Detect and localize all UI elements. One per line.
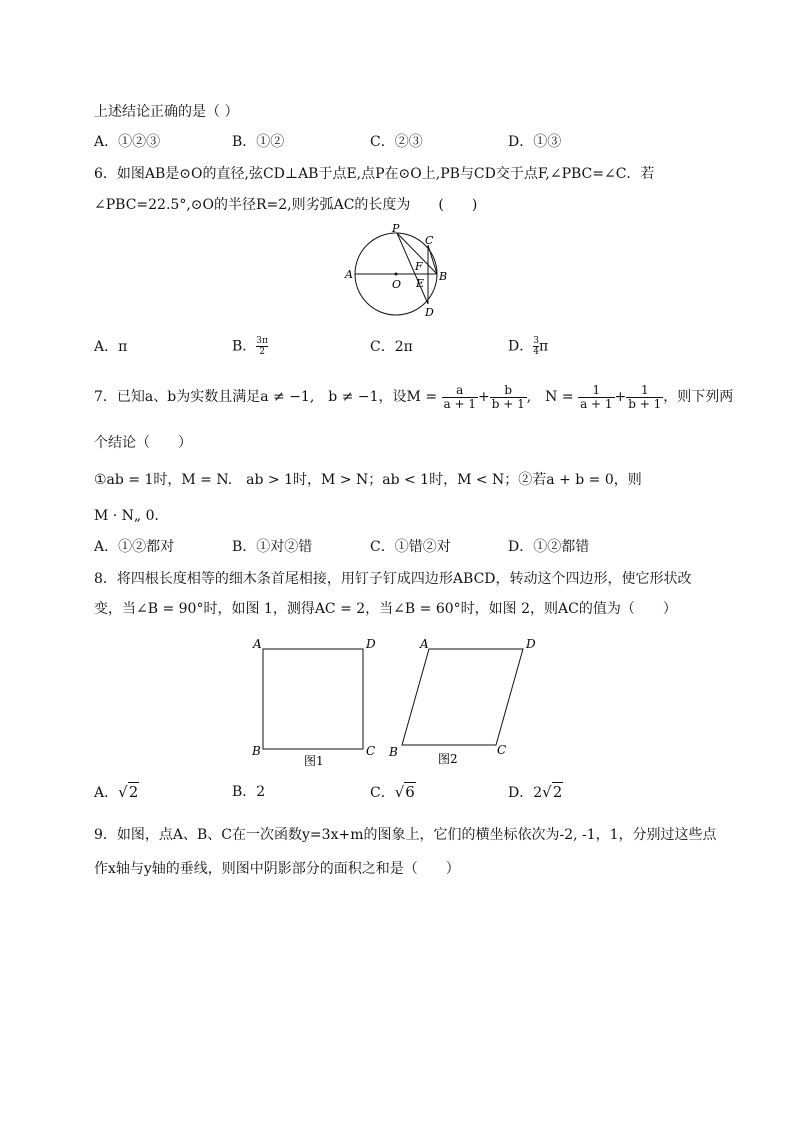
label-f: F bbox=[415, 260, 423, 273]
label-b: B bbox=[252, 744, 261, 758]
label-c: C bbox=[366, 744, 376, 758]
option-c[interactable]: C．②③ bbox=[370, 134, 423, 150]
caption-figure-2: 图2 bbox=[438, 752, 458, 766]
option-d[interactable]: D．2√2 bbox=[508, 783, 563, 801]
question-8-options bbox=[94, 783, 654, 807]
label-o: O bbox=[392, 278, 402, 291]
label-e: E bbox=[416, 277, 425, 290]
label-a: A bbox=[420, 637, 429, 651]
circle-figure bbox=[340, 222, 460, 322]
label-a: A bbox=[345, 268, 353, 281]
option-d[interactable]: D．①③ bbox=[508, 134, 562, 150]
frac-1b: $\frac{1}{b + 1}$ bbox=[628, 382, 662, 411]
label-d: D bbox=[425, 306, 434, 319]
option-d[interactable]: D． $\frac{3}{4}$ π bbox=[508, 336, 549, 357]
question-6-options bbox=[94, 336, 654, 360]
question-7-line-2: 个结论（ ） bbox=[94, 435, 192, 451]
question-7-line-1: 7．已知a、b为实数且满足a ≠ −1, b ≠ −1，设M = $\frac{a}{a + 1}$ + $\frac{b}{b + 1}$ , N = $\frac{1}{a + 1}$ + $\frac{1}{b + 1}$ ，则下列两 bbox=[94, 382, 734, 411]
option-b[interactable]: B．2 bbox=[232, 784, 266, 800]
label-p: P bbox=[392, 222, 400, 235]
option-b[interactable]: B．①对②错 bbox=[232, 539, 313, 555]
question-7-line-4: M · N„ 0． bbox=[94, 508, 169, 524]
caption-figure-1: 图1 bbox=[304, 754, 324, 768]
label-c: C bbox=[497, 743, 507, 757]
frac-1a: $\frac{1}{a + 1}$ bbox=[580, 382, 613, 411]
rhombus-abcd bbox=[402, 649, 523, 745]
question-9-line-2: 作x轴与y轴的垂线，则图中阴影部分的面积之和是（ ） bbox=[94, 861, 460, 877]
label-c: C bbox=[425, 234, 434, 247]
option-d[interactable]: D．①②都错 bbox=[508, 539, 590, 555]
label-d: D bbox=[526, 637, 536, 651]
question-9-line-1: 9．如图，点A、B、C在一次函数y=3x+m的图象上，它们的横坐标依次为-2, -1，1，分别过这些点 bbox=[94, 827, 717, 843]
option-a[interactable]: A．π bbox=[94, 339, 128, 355]
option-b[interactable]: B． $\frac{3\pi}{2}$ bbox=[232, 336, 268, 357]
square-abcd bbox=[263, 649, 363, 749]
label-b: B bbox=[389, 745, 398, 759]
question-6-line-2: ∠PBC=22.5°,⊙O的半径R=2,则劣弧AC的长度为 ( ) bbox=[94, 197, 478, 213]
question-6-line-1: 6．如图AB是⊙O的直径,弦CD⊥AB于点E,点P在⊙O上,PB与CD交于点F,∠PBC=∠C．若 bbox=[94, 166, 655, 182]
option-a[interactable]: A．①②③ bbox=[94, 134, 161, 150]
option-c[interactable]: C．①错②对 bbox=[370, 539, 451, 555]
frac-b: $\frac{b}{b + 1}$ bbox=[491, 382, 525, 411]
question-7-line-3: ①ab = 1时，M = N. ab > 1时，M > N；ab < 1时，M < N；②若a + b = 0，则 bbox=[94, 472, 642, 488]
option-c[interactable]: C．2π bbox=[370, 339, 413, 355]
option-b[interactable]: B．①② bbox=[232, 134, 285, 150]
figure-2-rhombus bbox=[386, 633, 546, 771]
question-5-options bbox=[94, 133, 654, 153]
question-8-line-2: 变，当∠B = 90°时，如图 1，测得AC = 2，当∠B = 60°时，如图 2，则AC的值为（ ） bbox=[94, 601, 677, 617]
question-8-line-1: 8．将四根长度相等的细木条首尾相接，用钉子钉成四边形ABCD，转动这个四边形，使它形状改 bbox=[94, 571, 692, 587]
option-a[interactable]: A．√2 bbox=[94, 783, 139, 801]
figure-1-square bbox=[248, 633, 388, 771]
question-7-options bbox=[94, 538, 654, 558]
frac-a: $\frac{a}{a + 1}$ bbox=[443, 382, 476, 411]
label-b: B bbox=[439, 270, 448, 283]
label-a: A bbox=[253, 637, 262, 651]
option-a[interactable]: A．①②都对 bbox=[94, 539, 175, 555]
label-d: D bbox=[366, 637, 376, 651]
question-5-stem-end: 上述结论正确的是（ ） bbox=[94, 104, 239, 120]
option-c[interactable]: C．√6 bbox=[370, 783, 415, 801]
center-point bbox=[395, 273, 398, 276]
